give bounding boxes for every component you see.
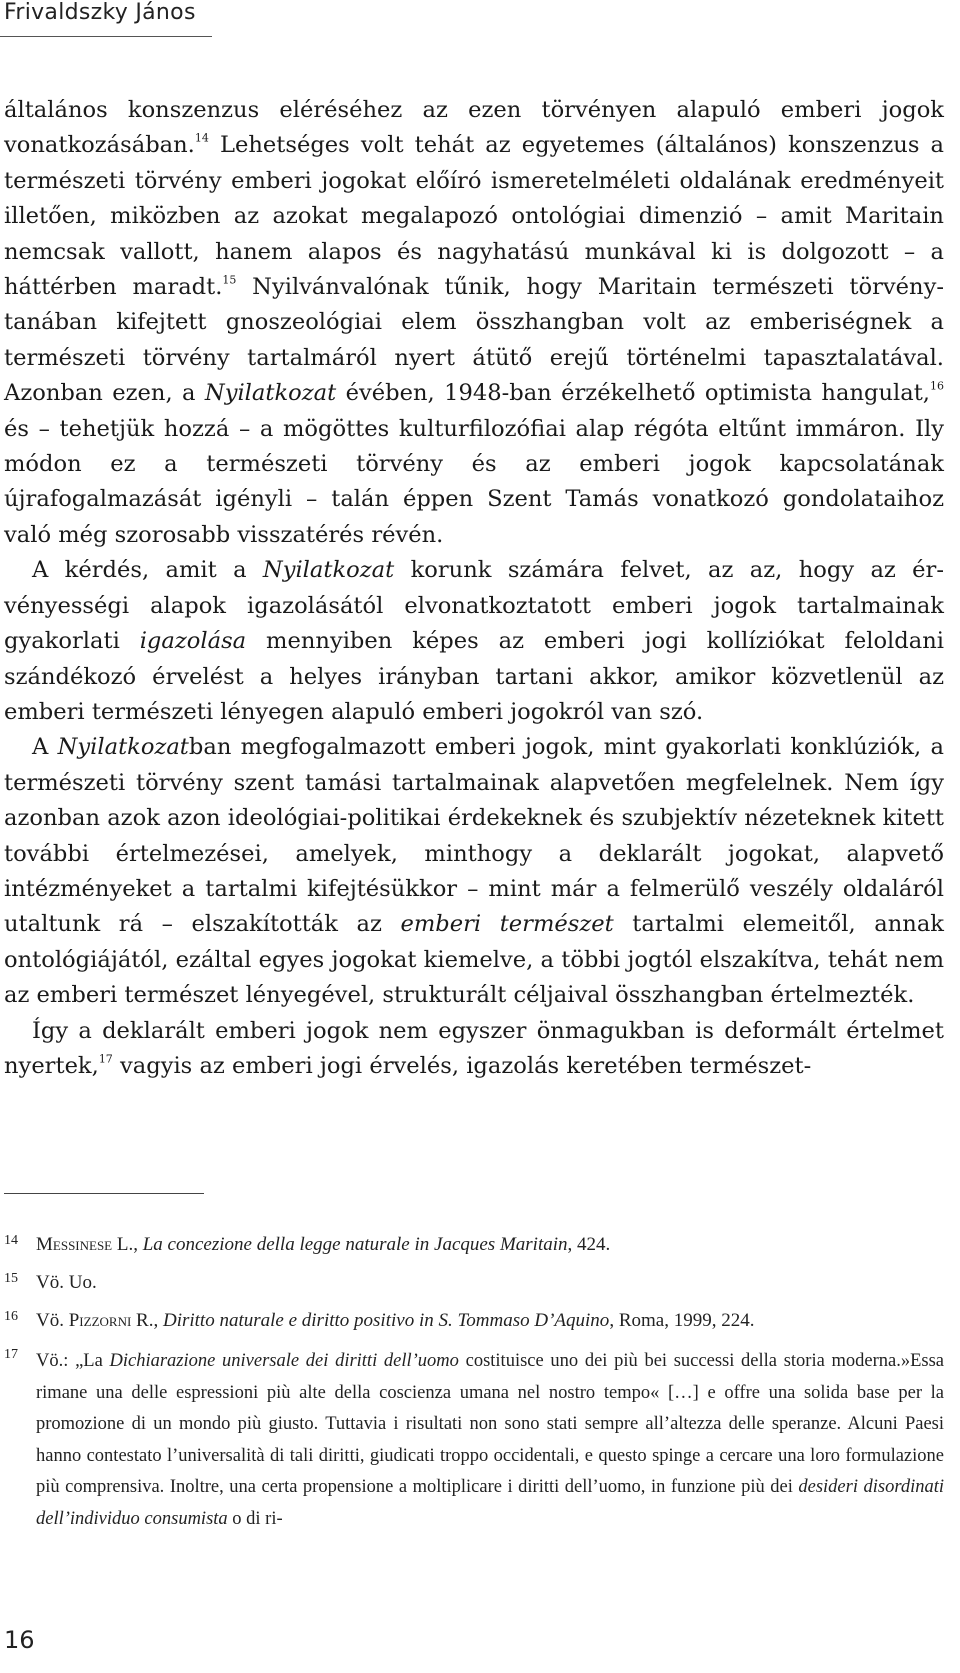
text-span: vagyis az emberi jogi érvelés, igazolás keretében természet- [112, 1052, 812, 1079]
text-span: , [133, 1234, 143, 1255]
text-span: általános konszenzus eléréséhez az ezen törvényen alapuló emberi jogok vonatkozásában. [4, 97, 944, 159]
text-span: ban megfogalmazott emberi jogok, mint gyakorlati konklúziók, a természeti törvény szent tamási tartalmainak alapvetően megfelelnek. Nem így azonban azok azon ideológiai-politikai érdekeknek és szubjektív nézeteknek kitett további értelmezései, amelyek, minthogy a deklarált jogokat, alapvető intézményeket a tartalmi kifejtésükkor – mint már a felmerülő veszély oldaláról utaltunk rá – elszakították az [4, 734, 944, 938]
footnote-title: La concezione della legge naturale in Jacques Maritain [142, 1234, 568, 1255]
footnote-text [36, 1346, 944, 1535]
text-span: és – tehetjük hozzá – a mögöttes kulturfilozófiai alap régóta eltűnt immáron. Ily módon ez a természeti törvény és az emberi jogok kapcsolatának újrafogalmazását igényli – talán éppen Szent Tamás vonatkozó gondolataihoz való még szorosabb visszatérés révén. [4, 415, 944, 548]
italic-term: Nyilatkozat [204, 380, 337, 407]
footnote-text: Vö. Uo. [36, 1272, 97, 1293]
paragraph-1 [4, 93, 944, 553]
page-number: 16 [4, 1626, 35, 1654]
text-span: korunk számára felvet, az az, hogy az érvényességi alapok igazolásától elvonatkoztatott emberi jogok tartalmainak gyakorlati [4, 557, 944, 655]
text-span: A kérdés, amit a [32, 557, 263, 584]
footnote-text [36, 1232, 944, 1258]
running-head-author: Frivaldszky János [4, 0, 196, 25]
footnote-title: Dichiarazione universale dei diritti dell’uomo [109, 1351, 459, 1371]
footnote-14 [4, 1232, 944, 1258]
text-span: Nyilvánvalónak tűnik, hogy Maritain természeti törvény-tanában kifejtett gnoszeológiai elem összhangban volt az emberiségnek a természeti törvény tartalmáról nyert átütő erejű történelmi tapasztalatával. Azonban ezen, a [4, 274, 945, 407]
text-span: Lehetséges volt tehát az egyetemes (általános) konszenzus a természeti törvény emberi jogokat előíró ismeretelméleti oldalának eredményeit illetően, miközben az azokat megalapozó ontológiai dimenzió – amit Maritain nemcsak vallott, hanem alapos és nagyhatású munkával ki is dolgozott – a háttérben maradt. [4, 132, 944, 301]
text-span: o di ri- [227, 1508, 283, 1529]
footnote-ref-14[interactable]: 14 [194, 131, 209, 145]
paragraph-3 [4, 730, 944, 1013]
text-span: mennyiben képes az emberi jogi kollíziókat feloldani szándékozó érvelést a helyes irányban tartani akkor, amikor közvetlenül az emberi természeti lényegen alapuló emberi jogokról van szó. [4, 628, 944, 725]
body-text [4, 93, 944, 1084]
footnote-17 [4, 1346, 944, 1535]
italic-term: emberi természet [400, 911, 614, 938]
footnote-text [36, 1308, 944, 1334]
footnote-number: 17 [4, 1347, 18, 1362]
footnote-15 [4, 1270, 944, 1296]
text-span: Vö.: „La [36, 1351, 110, 1371]
text-span: A [32, 734, 58, 761]
header-rule [0, 36, 212, 37]
italic-term: igazolása [139, 628, 247, 655]
footnote-number: 14 [4, 1233, 18, 1248]
text-span: tartalmi elemeitől, annak ontológiájától, ezáltal egyes jogokat kiemelve, a többi jogtól elszakítva, tehát nem az emberi természet lényegével, strukturált céljaival összhangban értelmezték. [4, 911, 944, 1009]
text-span: , [153, 1310, 163, 1331]
paragraph-2 [4, 553, 944, 730]
italic-term: Nyilatkozat [57, 734, 189, 761]
footnote-16 [4, 1308, 944, 1334]
footnote-ref-15[interactable]: 15 [222, 273, 237, 287]
italic-term: desideri disordinati dell’individuo consumista [36, 1477, 944, 1529]
text-span: Így a deklarált emberi jogok nem egyszer önmagukban is deformált értelmet nyertek, [4, 1017, 944, 1079]
footnote-title: Diritto naturale e diritto positivo in S. Tommaso D’Aquino [162, 1310, 610, 1331]
footnote-ref-16[interactable]: 16 [929, 379, 944, 393]
footnote-author: Pizzorni R. [68, 1310, 154, 1331]
paragraph-4 [4, 1014, 944, 1085]
text-span: évében, 1948-ban érzékelhető optimista hangulat, [336, 380, 930, 407]
footnote-number: 16 [4, 1309, 18, 1324]
footnote-rule [4, 1193, 204, 1194]
footnote-number: 15 [4, 1271, 18, 1286]
text-span: , 424. [567, 1234, 611, 1255]
text-span: costituisce uno dei più bei successi della storia moderna.»Essa rimane una delle espressioni più alte della coscienza umana nel nostro tempo« […] e offre una solida base per la promozione di un mondo più giusto. Tuttavia i risultati non sono stati sempre all’altezza delle speranze. Alcuni Paesi hanno contestato l’universalità di tali diritti, giudicati troppo occidentali, e questo spinge a cercare una loro formulazione più comprensiva. Inoltre, una certa propensione a moltiplicare i diritti dell’uomo, in funzione più dei [36, 1351, 944, 1497]
footnotes [4, 1232, 944, 1547]
text-span: Vö. [36, 1310, 69, 1331]
footnote-ref-17[interactable]: 17 [98, 1052, 113, 1066]
italic-term: Nyilatkozat [262, 557, 395, 584]
footnote-author: Messinese L. [36, 1234, 134, 1255]
text-span: , Roma, 1999, 224. [609, 1310, 755, 1331]
